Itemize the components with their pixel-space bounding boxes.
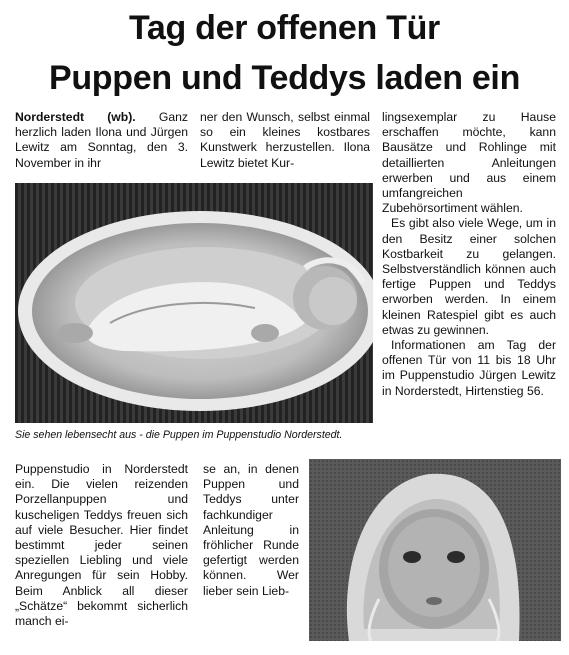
article-column-4 (15, 462, 188, 629)
doll-basket-photo (15, 183, 373, 423)
article-column-1-text: Ganz herzlich laden Ilona und Jürgen Lewitz am Sonntag, den 3. November in ihr (15, 110, 189, 170)
article-column-2 (200, 110, 370, 171)
headline-line-1: Tag der offenen Tür (128, 9, 440, 47)
article-column-1 (15, 110, 188, 171)
article-lead: Norderstedt (wb). (15, 110, 136, 124)
article-column-3 (382, 110, 556, 399)
doll-portrait-photo (309, 459, 561, 641)
article-column-3-paragraph-3: Informationen am Tag der offenen Tür von 11 bis 18 Uhr im Puppenstudio Jürgen Lewitz in Norderstedt, Hirtenstieg 56. (382, 338, 556, 398)
article-column-5-text: se an, in denen Puppen und Teddys unter fachkundiger Anleitung in fröhlicher Runde gefertigt werden können. Wer lieber sein Lieb- (203, 462, 299, 598)
headline-line-2: Puppen und Teddys laden ein (48, 59, 521, 97)
article-column-3-paragraph-2: Es gibt also viele Wege, um in den Besitz einer solchen Kostbarkeit zu gelangen. Selbstverständlich können auch fertige Puppen und Teddys erworben werden. In einem kleinen Ratespiel gibt es auch etwas zu gewinnen. (382, 216, 556, 337)
article-column-5 (203, 462, 299, 599)
article-column-4-text: Puppenstudio in Norderstedt ein. Die vielen reizenden Porzellanpuppen und kuscheligen Teddys freuen sich auf viele Besucher. Hier findet bestimmt jeder seinen speziellen Liebling und viele Anregungen für sein Hobby. Beim Anblick all dieser „Schätze“ bekommt sicherlich manch ei- (15, 462, 188, 629)
photo-caption: Sie sehen lebensecht aus - die Puppen im Puppenstudio Norderstedt. (15, 429, 343, 441)
article-column-2-text: ner den Wunsch, selbst einmal so ein kleines kostbares Kunstwerk herzustellen. Ilona Lewitz bietet Kur- (200, 110, 370, 170)
article-column-3-paragraph-1: lingsexemplar zu Hause erschaffen möchte, kann Bausätze und Rohlinge mit detaillierten Anleitungen erwerben und aus einem umfangreichen Zubehörsortiment wählen. (382, 110, 556, 216)
